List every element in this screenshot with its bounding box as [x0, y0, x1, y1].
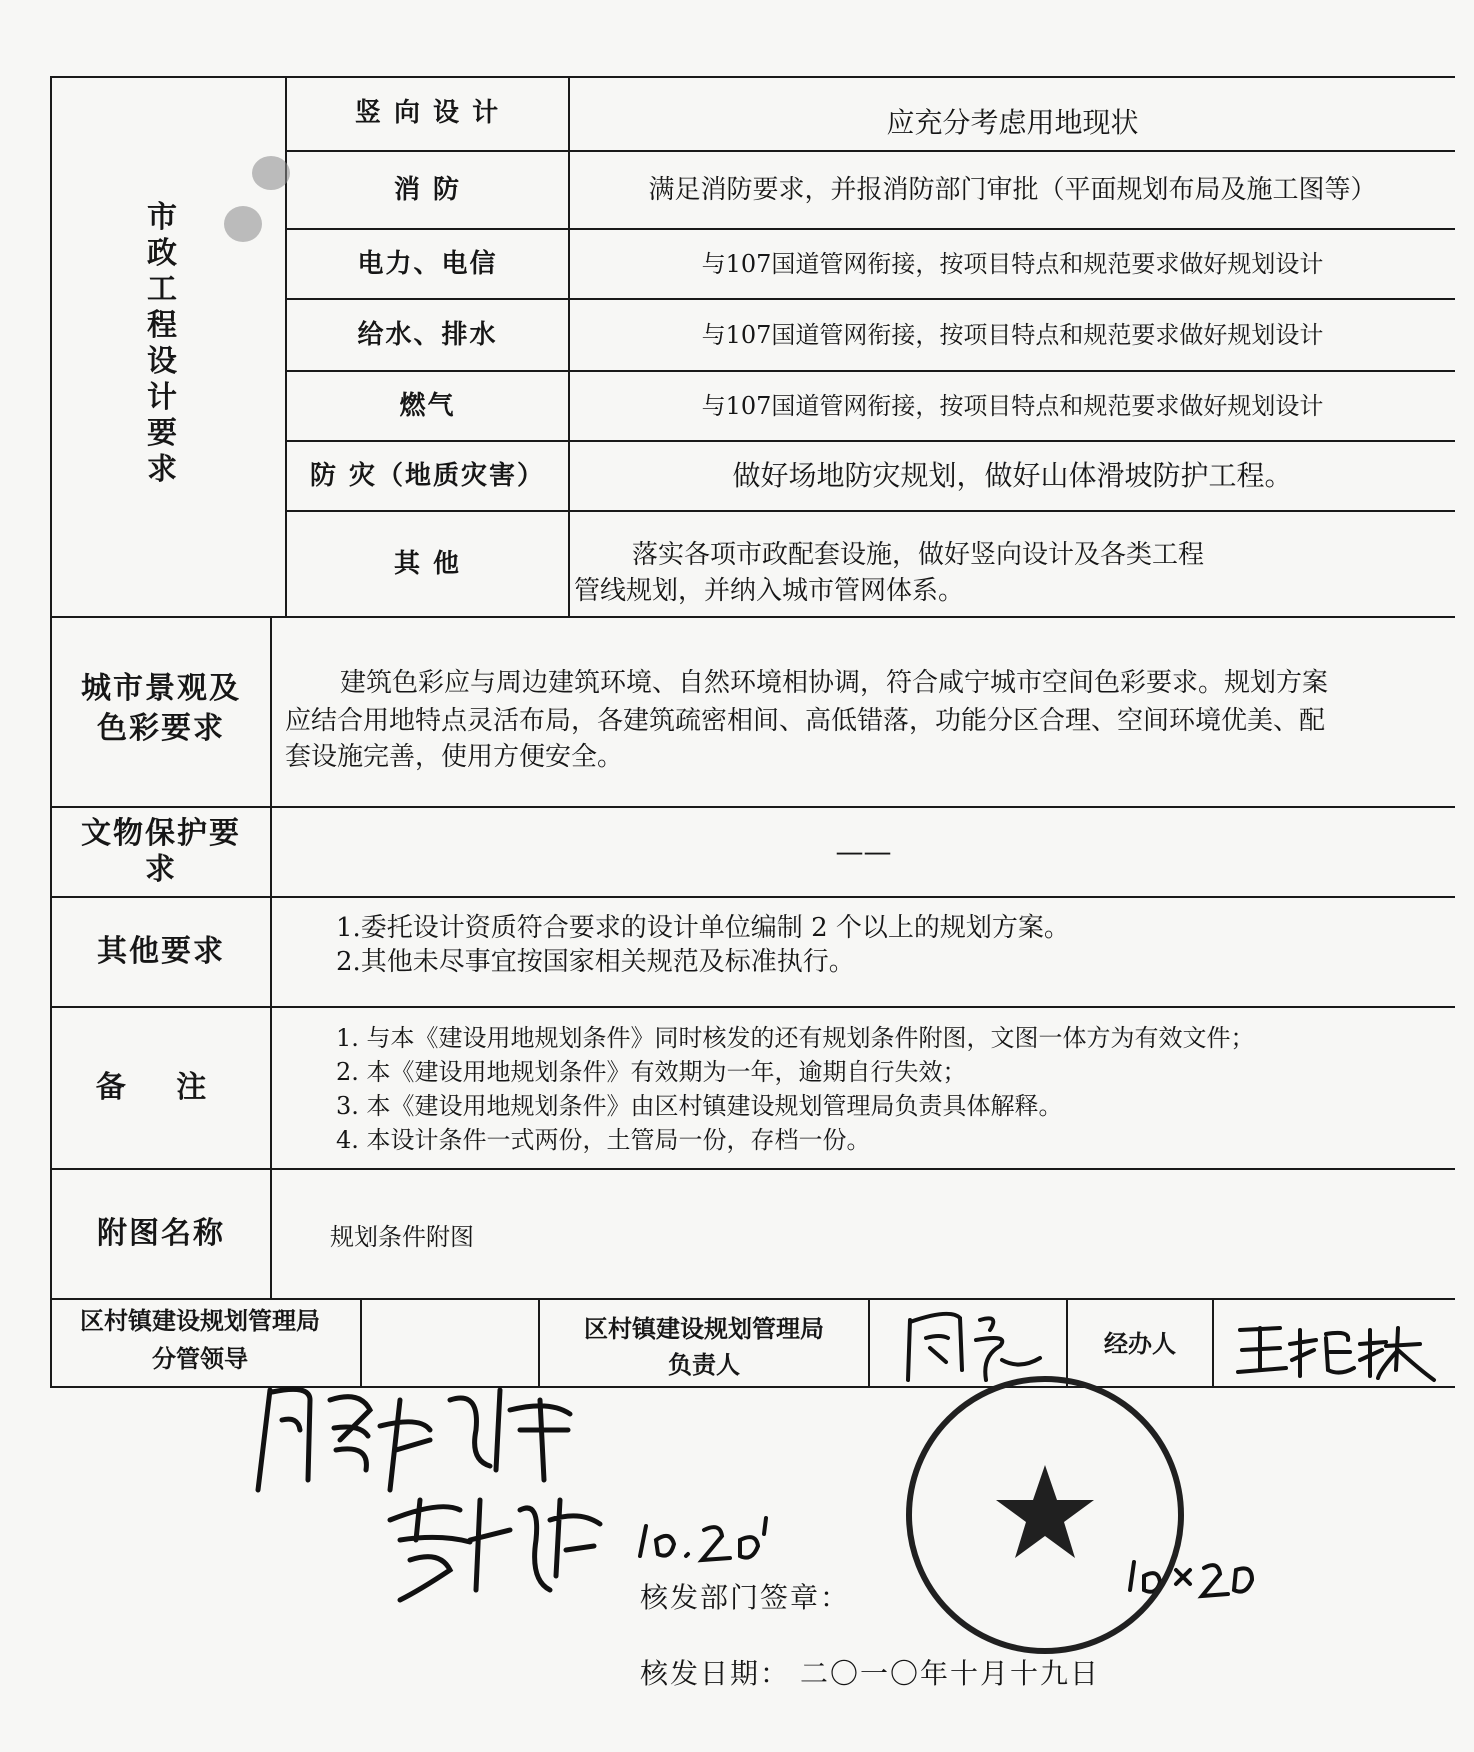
- row-value-vertical-design: 应充分考虑用地现状: [886, 106, 1139, 139]
- row-value-gas: 与107国道管网衔接，按项目特点和规范要求做好规划设计: [701, 392, 1324, 420]
- head-label-line1: 区村镇建设规划管理局: [584, 1314, 824, 1343]
- row-label-power: 电力、电信: [357, 249, 498, 279]
- table-rule: [868, 1298, 870, 1388]
- row-value-other-line1: 落实各项市政配套设施，做好竖向设计及各类工程: [632, 540, 1205, 570]
- lead-label-line1: 区村镇建设规划管理局: [80, 1306, 320, 1335]
- row-label-other: 其 他: [393, 549, 462, 579]
- remark-item: 3. 本《建设用地规划条件》由区村镇建设规划管理局负责具体解释。: [336, 1092, 1063, 1120]
- row-label-gas: 燃气: [399, 391, 456, 421]
- row-label-disaster: 防 灾（地质灾害）: [309, 461, 546, 491]
- relics-label-line2: 求: [145, 852, 177, 887]
- issuing-dept-label: 核发部门签章：: [640, 1581, 851, 1614]
- row-label-vertical-design: 竖 向 设 计: [354, 98, 501, 128]
- relics-value: ——: [835, 835, 892, 868]
- remark-item: 4. 本设计条件一式两份，土管局一份，存档一份。: [336, 1126, 871, 1154]
- issue-date-value: 二〇一〇年十月十九日: [800, 1657, 1101, 1690]
- head-label-line2: 负责人: [668, 1350, 740, 1379]
- landscape-label-line1: 城市景观及: [81, 671, 241, 706]
- handler-signature: [1230, 1310, 1440, 1390]
- attachment-label: 附图名称: [97, 1216, 225, 1251]
- other-requirements-label: 其他要求: [97, 934, 225, 969]
- approver-signature: [380, 1480, 610, 1610]
- row-value-water: 与107国道管网衔接，按项目特点和规范要求做好规划设计: [701, 321, 1324, 349]
- issue-date-label: 核发日期：: [640, 1657, 791, 1690]
- other-requirement-item: 2.其他未尽事宜按国家相关规范及标准执行。: [336, 947, 855, 977]
- remarks-label: 备 注: [95, 1070, 227, 1105]
- row-value-power: 与107国道管网衔接，按项目特点和规范要求做好规划设计: [701, 250, 1324, 278]
- row-label-fire: 消 防: [393, 175, 462, 205]
- attachment-value: 规划条件附图: [330, 1223, 474, 1251]
- landscape-label-line2: 色彩要求: [97, 711, 225, 746]
- table-rule: [270, 616, 272, 1298]
- landscape-text-line3: 套设施完善，使用方便安全。: [285, 742, 624, 772]
- remark-item: 1. 与本《建设用地规划条件》同时核发的还有规划条件附图，文图一体方为有效文件；: [336, 1024, 1255, 1052]
- table-rule: [50, 616, 1455, 618]
- remark-item: 2. 本《建设用地规划条件》有效期为一年，逾期自行失效；: [336, 1058, 967, 1086]
- relics-label-line1: 文物保护要: [81, 816, 241, 851]
- row-label-water: 给水、排水: [357, 320, 498, 350]
- other-requirement-item: 1.委托设计资质符合要求的设计单位编制 2 个以上的规划方案。: [336, 913, 1070, 943]
- scan-smudge: [252, 156, 290, 190]
- row-value-fire: 满足消防要求，并报消防部门审批（平面规划布局及施工图等）: [648, 175, 1377, 205]
- landscape-text-line2: 应结合用地特点灵活布局，各建筑疏密相间、高低错落，功能分区合理、空间环境优美、配: [285, 706, 1326, 736]
- date-note-1: [630, 1500, 770, 1570]
- row-value-other-line2: 管线规划，并纳入城市管网体系。: [574, 576, 965, 606]
- table-rule: [50, 1298, 1455, 1300]
- landscape-text-line1: 建筑色彩应与周边建筑环境、自然环境相协调，符合咸宁城市空间色彩要求。规划方案: [340, 668, 1329, 698]
- row-value-disaster: 做好场地防灾规划，做好山体滑坡防护工程。: [732, 459, 1293, 492]
- scan-smudge: [224, 206, 262, 242]
- official-stamp: [900, 1370, 1190, 1660]
- handler-label: 经办人: [1104, 1329, 1176, 1358]
- table-rule: [1212, 1298, 1214, 1388]
- municipal-section-label: 市政工程设计要求: [147, 200, 177, 487]
- lead-label-line2: 分管领导: [152, 1344, 248, 1373]
